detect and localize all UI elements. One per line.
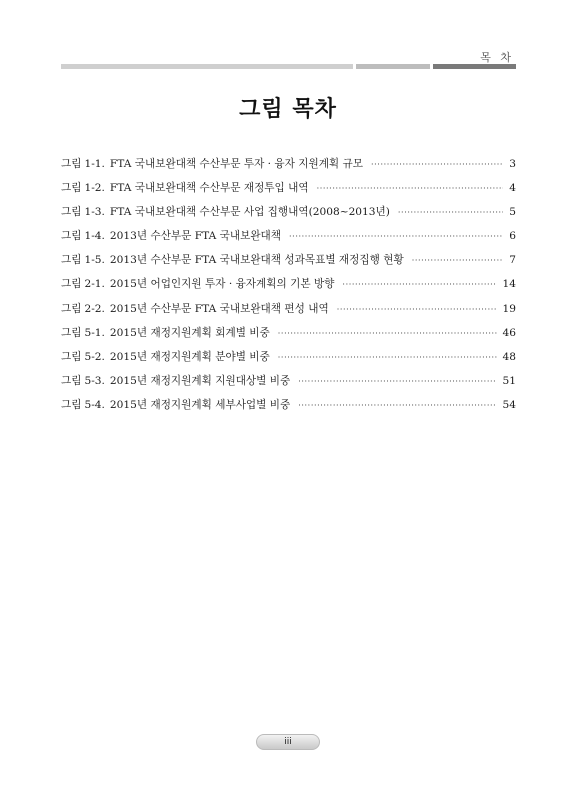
toc-dot-leader xyxy=(342,280,496,289)
toc-entry-label: 그림 xyxy=(61,398,82,411)
toc-dot-leader xyxy=(337,305,497,314)
toc-entry[interactable] xyxy=(61,156,516,180)
toc-entry-title: 2015년 어업인지원 투자 · 융자계획의 기본 방향 xyxy=(109,278,335,291)
toc-entry-label: 그림 xyxy=(61,254,82,267)
toc-entry-number: 5-3. xyxy=(84,374,105,387)
toc-entry-page: 54 xyxy=(502,398,516,411)
toc-entry[interactable] xyxy=(61,228,516,252)
toc-entry[interactable] xyxy=(61,349,516,373)
toc-entry-label: 그림 xyxy=(61,278,82,291)
toc-entry[interactable] xyxy=(61,204,516,228)
toc-entry-label: 그림 xyxy=(61,326,82,339)
figure-toc-list xyxy=(61,156,516,421)
toc-entry-number: 5-2. xyxy=(84,350,105,363)
toc-entry-title: 2015년 재정지원계획 분야별 비중 xyxy=(109,350,270,363)
toc-entry-page: 19 xyxy=(502,302,516,315)
toc-entry-title: 2013년 수산부문 FTA 국내보완대책 xyxy=(109,230,282,243)
toc-dot-leader xyxy=(298,401,496,410)
toc-dot-leader xyxy=(317,184,504,193)
toc-dot-leader xyxy=(371,160,503,169)
toc-entry-page: 14 xyxy=(502,278,516,291)
toc-dot-leader xyxy=(412,256,504,265)
toc-entry-page: 7 xyxy=(509,254,516,267)
header-rule-left xyxy=(61,64,353,69)
toc-entry-number: 5-1. xyxy=(84,326,105,339)
toc-dot-leader xyxy=(278,353,497,362)
toc-entry-title: 2015년 재정지원계획 지원대상별 비중 xyxy=(109,374,291,387)
header-rule-right xyxy=(433,64,516,69)
toc-entry-title: 2015년 재정지원계획 세부사업별 비중 xyxy=(109,398,291,411)
toc-entry[interactable] xyxy=(61,276,516,300)
toc-dot-leader xyxy=(278,329,497,338)
toc-entry-title: 2015년 재정지원계획 회계별 비중 xyxy=(109,326,270,339)
toc-entry-page: 46 xyxy=(502,326,516,339)
toc-entry-page: 6 xyxy=(509,230,516,243)
header-rule-middle xyxy=(356,64,430,69)
toc-entry-title: FTA 국내보완대책 수산부문 사업 집행내역(2008~2013년) xyxy=(109,206,390,219)
toc-entry-number: 1-2. xyxy=(84,182,105,195)
toc-entry-label: 그림 xyxy=(61,206,82,219)
toc-entry-label: 그림 xyxy=(61,230,82,243)
toc-entry[interactable] xyxy=(61,373,516,397)
toc-entry-page: 5 xyxy=(509,206,516,219)
toc-entry-number: 5-4. xyxy=(84,398,105,411)
toc-entry-title: FTA 국내보완대책 수산부문 투자 · 융자 지원계획 규모 xyxy=(109,158,364,170)
toc-entry-number: 2-2. xyxy=(84,302,105,315)
toc-dot-leader xyxy=(398,208,503,217)
toc-entry[interactable] xyxy=(61,397,516,421)
running-head: 목 차 xyxy=(480,51,514,64)
toc-entry[interactable] xyxy=(61,301,516,325)
toc-entry-page: 3 xyxy=(509,158,516,170)
toc-entry-title: FTA 국내보완대책 수산부문 재정투입 내역 xyxy=(109,182,309,195)
toc-entry-label: 그림 xyxy=(61,302,82,315)
toc-entry-label: 그림 xyxy=(61,182,82,195)
page-number-badge: iii xyxy=(256,734,320,750)
toc-entry-number: 1-5. xyxy=(84,254,105,267)
toc-entry[interactable] xyxy=(61,252,516,276)
toc-entry-title: 2013년 수산부문 FTA 국내보완대책 성과목표별 재정집행 현황 xyxy=(109,254,404,267)
toc-dot-leader xyxy=(298,377,496,386)
toc-entry-label: 그림 xyxy=(61,350,82,363)
toc-entry-label: 그림 xyxy=(61,158,82,170)
toc-entry[interactable] xyxy=(61,180,516,204)
toc-entry-page: 4 xyxy=(509,182,516,195)
toc-entry-number: 2-1. xyxy=(84,278,105,291)
toc-entry-title: 2015년 수산부문 FTA 국내보완대책 편성 내역 xyxy=(109,302,329,315)
toc-entry-page: 48 xyxy=(502,350,516,363)
page-title: 그림 목차 xyxy=(239,97,337,122)
toc-entry-label: 그림 xyxy=(61,374,82,387)
toc-dot-leader xyxy=(289,232,503,241)
toc-entry-number: 1-3. xyxy=(84,206,105,219)
toc-entry[interactable] xyxy=(61,325,516,349)
toc-entry-page: 51 xyxy=(502,374,516,387)
toc-entry-number: 1-4. xyxy=(84,230,105,243)
toc-entry-number: 1-1. xyxy=(84,158,105,170)
